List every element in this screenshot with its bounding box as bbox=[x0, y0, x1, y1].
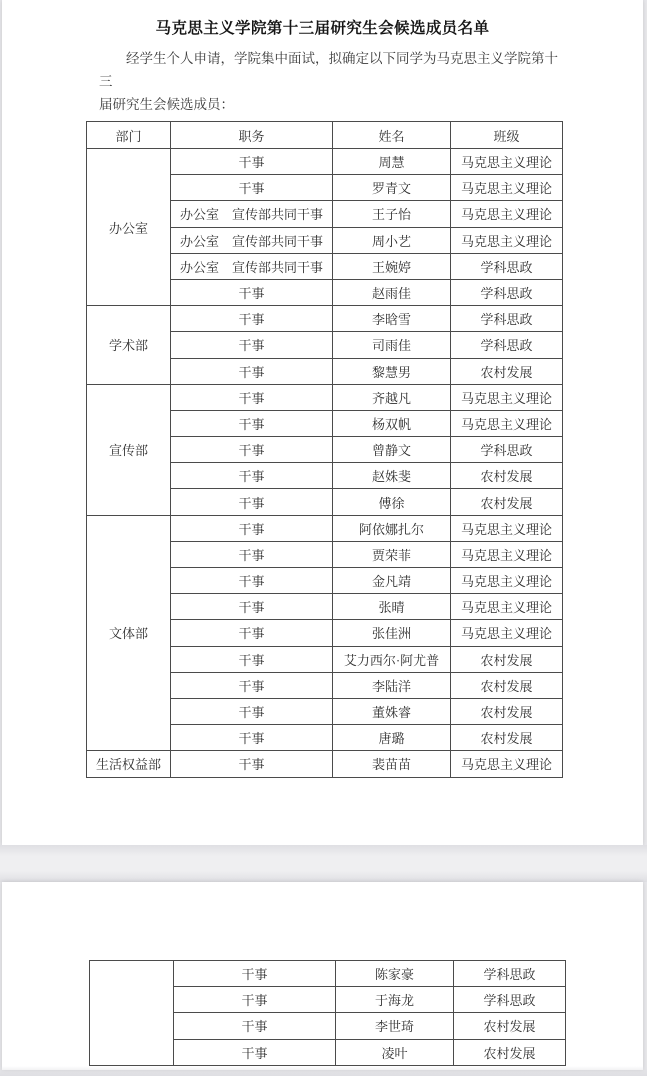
class-cell: 农村发展 bbox=[451, 489, 563, 515]
class-cell: 马克思主义理论 bbox=[451, 201, 563, 227]
position-cell: 干事 bbox=[171, 515, 333, 541]
class-cell: 马克思主义理论 bbox=[451, 149, 563, 175]
position-cell: 干事 bbox=[171, 358, 333, 384]
position-cell: 干事 bbox=[171, 620, 333, 646]
intro-line-2: 届研究生会候选成员： bbox=[99, 97, 234, 112]
position-cell: 干事 bbox=[171, 698, 333, 724]
position-cell: 干事 bbox=[174, 961, 336, 987]
table-header-row bbox=[87, 122, 563, 149]
position-cell: 干事 bbox=[171, 594, 333, 620]
name-cell: 张佳洲 bbox=[333, 620, 451, 646]
class-cell: 农村发展 bbox=[451, 646, 563, 672]
class-cell: 学科思政 bbox=[451, 253, 563, 279]
table-row bbox=[90, 961, 566, 987]
department-cell: 文体部 bbox=[87, 515, 171, 751]
class-cell: 农村发展 bbox=[451, 725, 563, 751]
name-cell: 周慧 bbox=[333, 149, 451, 175]
name-cell: 裴苗苗 bbox=[333, 751, 451, 777]
name-cell: 李陆洋 bbox=[333, 672, 451, 698]
class-cell: 学科思政 bbox=[451, 437, 563, 463]
name-cell: 于海龙 bbox=[336, 987, 454, 1013]
name-cell: 杨双帆 bbox=[333, 410, 451, 436]
class-cell: 学科思政 bbox=[451, 332, 563, 358]
name-cell: 李晗雪 bbox=[333, 306, 451, 332]
class-cell: 农村发展 bbox=[451, 698, 563, 724]
class-cell: 马克思主义理论 bbox=[451, 515, 563, 541]
class-cell: 学科思政 bbox=[454, 961, 566, 987]
position-cell: 干事 bbox=[171, 725, 333, 751]
class-cell: 马克思主义理论 bbox=[451, 384, 563, 410]
document-title: 马克思主义学院第十三届研究生会候选成员名单 bbox=[155, 20, 490, 37]
class-cell: 农村发展 bbox=[451, 358, 563, 384]
name-cell: 董姝睿 bbox=[333, 698, 451, 724]
department-cell: 学术部 bbox=[87, 306, 171, 385]
position-cell: 干事 bbox=[174, 1039, 336, 1065]
position-cell: 干事 bbox=[171, 149, 333, 175]
name-cell: 金凡靖 bbox=[333, 568, 451, 594]
name-cell: 赵雨佳 bbox=[333, 279, 451, 305]
name-cell: 李世琦 bbox=[336, 1013, 454, 1039]
table-row bbox=[87, 515, 563, 541]
page-bottom-shadow bbox=[0, 1066, 647, 1076]
position-cell: 干事 bbox=[174, 1013, 336, 1039]
class-cell: 学科思政 bbox=[451, 279, 563, 305]
name-cell: 王子怡 bbox=[333, 201, 451, 227]
class-cell: 马克思主义理论 bbox=[451, 751, 563, 777]
class-cell: 马克思主义理论 bbox=[451, 620, 563, 646]
members-table-page1 bbox=[86, 121, 563, 778]
page-gap bbox=[0, 845, 647, 882]
name-cell: 赵姝斐 bbox=[333, 463, 451, 489]
column-header-class: 班级 bbox=[451, 122, 563, 149]
class-cell: 马克思主义理论 bbox=[451, 410, 563, 436]
position-cell: 干事 bbox=[171, 489, 333, 515]
department-cell bbox=[90, 961, 174, 1066]
class-cell: 学科思政 bbox=[454, 987, 566, 1013]
position-cell: 干事 bbox=[171, 279, 333, 305]
class-cell: 农村发展 bbox=[451, 672, 563, 698]
position-cell: 干事 bbox=[171, 568, 333, 594]
name-cell: 贾荣菲 bbox=[333, 541, 451, 567]
class-cell: 马克思主义理论 bbox=[451, 594, 563, 620]
position-cell: 办公室 宣传部共同干事 bbox=[171, 201, 333, 227]
name-cell: 曾静文 bbox=[333, 437, 451, 463]
intro-paragraph bbox=[99, 47, 561, 116]
position-cell: 干事 bbox=[171, 384, 333, 410]
class-cell: 马克思主义理论 bbox=[451, 541, 563, 567]
intro-line-1: 经学生个人申请，学院集中面试，拟确定以下同学为马克思主义学院第十三 bbox=[99, 51, 558, 89]
position-cell: 干事 bbox=[171, 332, 333, 358]
name-cell: 凌叶 bbox=[336, 1039, 454, 1065]
class-cell: 马克思主义理论 bbox=[451, 175, 563, 201]
page-1 bbox=[2, 0, 643, 845]
position-cell: 干事 bbox=[171, 672, 333, 698]
class-cell: 农村发展 bbox=[454, 1013, 566, 1039]
class-cell: 农村发展 bbox=[454, 1039, 566, 1065]
members-table-page2 bbox=[89, 960, 566, 1066]
class-cell: 农村发展 bbox=[451, 463, 563, 489]
name-cell: 陈家豪 bbox=[336, 961, 454, 987]
name-cell: 阿依娜扎尔 bbox=[333, 515, 451, 541]
name-cell: 罗青文 bbox=[333, 175, 451, 201]
class-cell: 马克思主义理论 bbox=[451, 568, 563, 594]
name-cell: 黎慧男 bbox=[333, 358, 451, 384]
name-cell: 司雨佳 bbox=[333, 332, 451, 358]
name-cell: 唐璐 bbox=[333, 725, 451, 751]
column-header-position: 职务 bbox=[171, 122, 333, 149]
position-cell: 办公室 宣传部共同干事 bbox=[171, 227, 333, 253]
department-cell: 生活权益部 bbox=[87, 751, 171, 777]
name-cell: 艾力西尔·阿尤普 bbox=[333, 646, 451, 672]
name-cell: 王婉婷 bbox=[333, 253, 451, 279]
position-cell: 干事 bbox=[171, 437, 333, 463]
position-cell: 干事 bbox=[171, 410, 333, 436]
table-row bbox=[87, 384, 563, 410]
name-cell: 张晴 bbox=[333, 594, 451, 620]
position-cell: 干事 bbox=[171, 646, 333, 672]
position-cell: 干事 bbox=[171, 175, 333, 201]
position-cell: 干事 bbox=[171, 463, 333, 489]
position-cell: 干事 bbox=[171, 751, 333, 777]
class-cell: 学科思政 bbox=[451, 306, 563, 332]
name-cell: 周小艺 bbox=[333, 227, 451, 253]
column-header-department: 部门 bbox=[87, 122, 171, 149]
department-cell: 办公室 bbox=[87, 149, 171, 306]
table-row bbox=[87, 306, 563, 332]
position-cell: 干事 bbox=[171, 541, 333, 567]
position-cell: 办公室 宣传部共同干事 bbox=[171, 253, 333, 279]
table-row bbox=[87, 751, 563, 777]
name-cell: 傅徐 bbox=[333, 489, 451, 515]
page-2 bbox=[2, 882, 643, 1070]
class-cell: 马克思主义理论 bbox=[451, 227, 563, 253]
position-cell: 干事 bbox=[171, 306, 333, 332]
table-row bbox=[87, 149, 563, 175]
department-cell: 宣传部 bbox=[87, 384, 171, 515]
column-header-name: 姓名 bbox=[333, 122, 451, 149]
position-cell: 干事 bbox=[174, 987, 336, 1013]
name-cell: 齐越凡 bbox=[333, 384, 451, 410]
